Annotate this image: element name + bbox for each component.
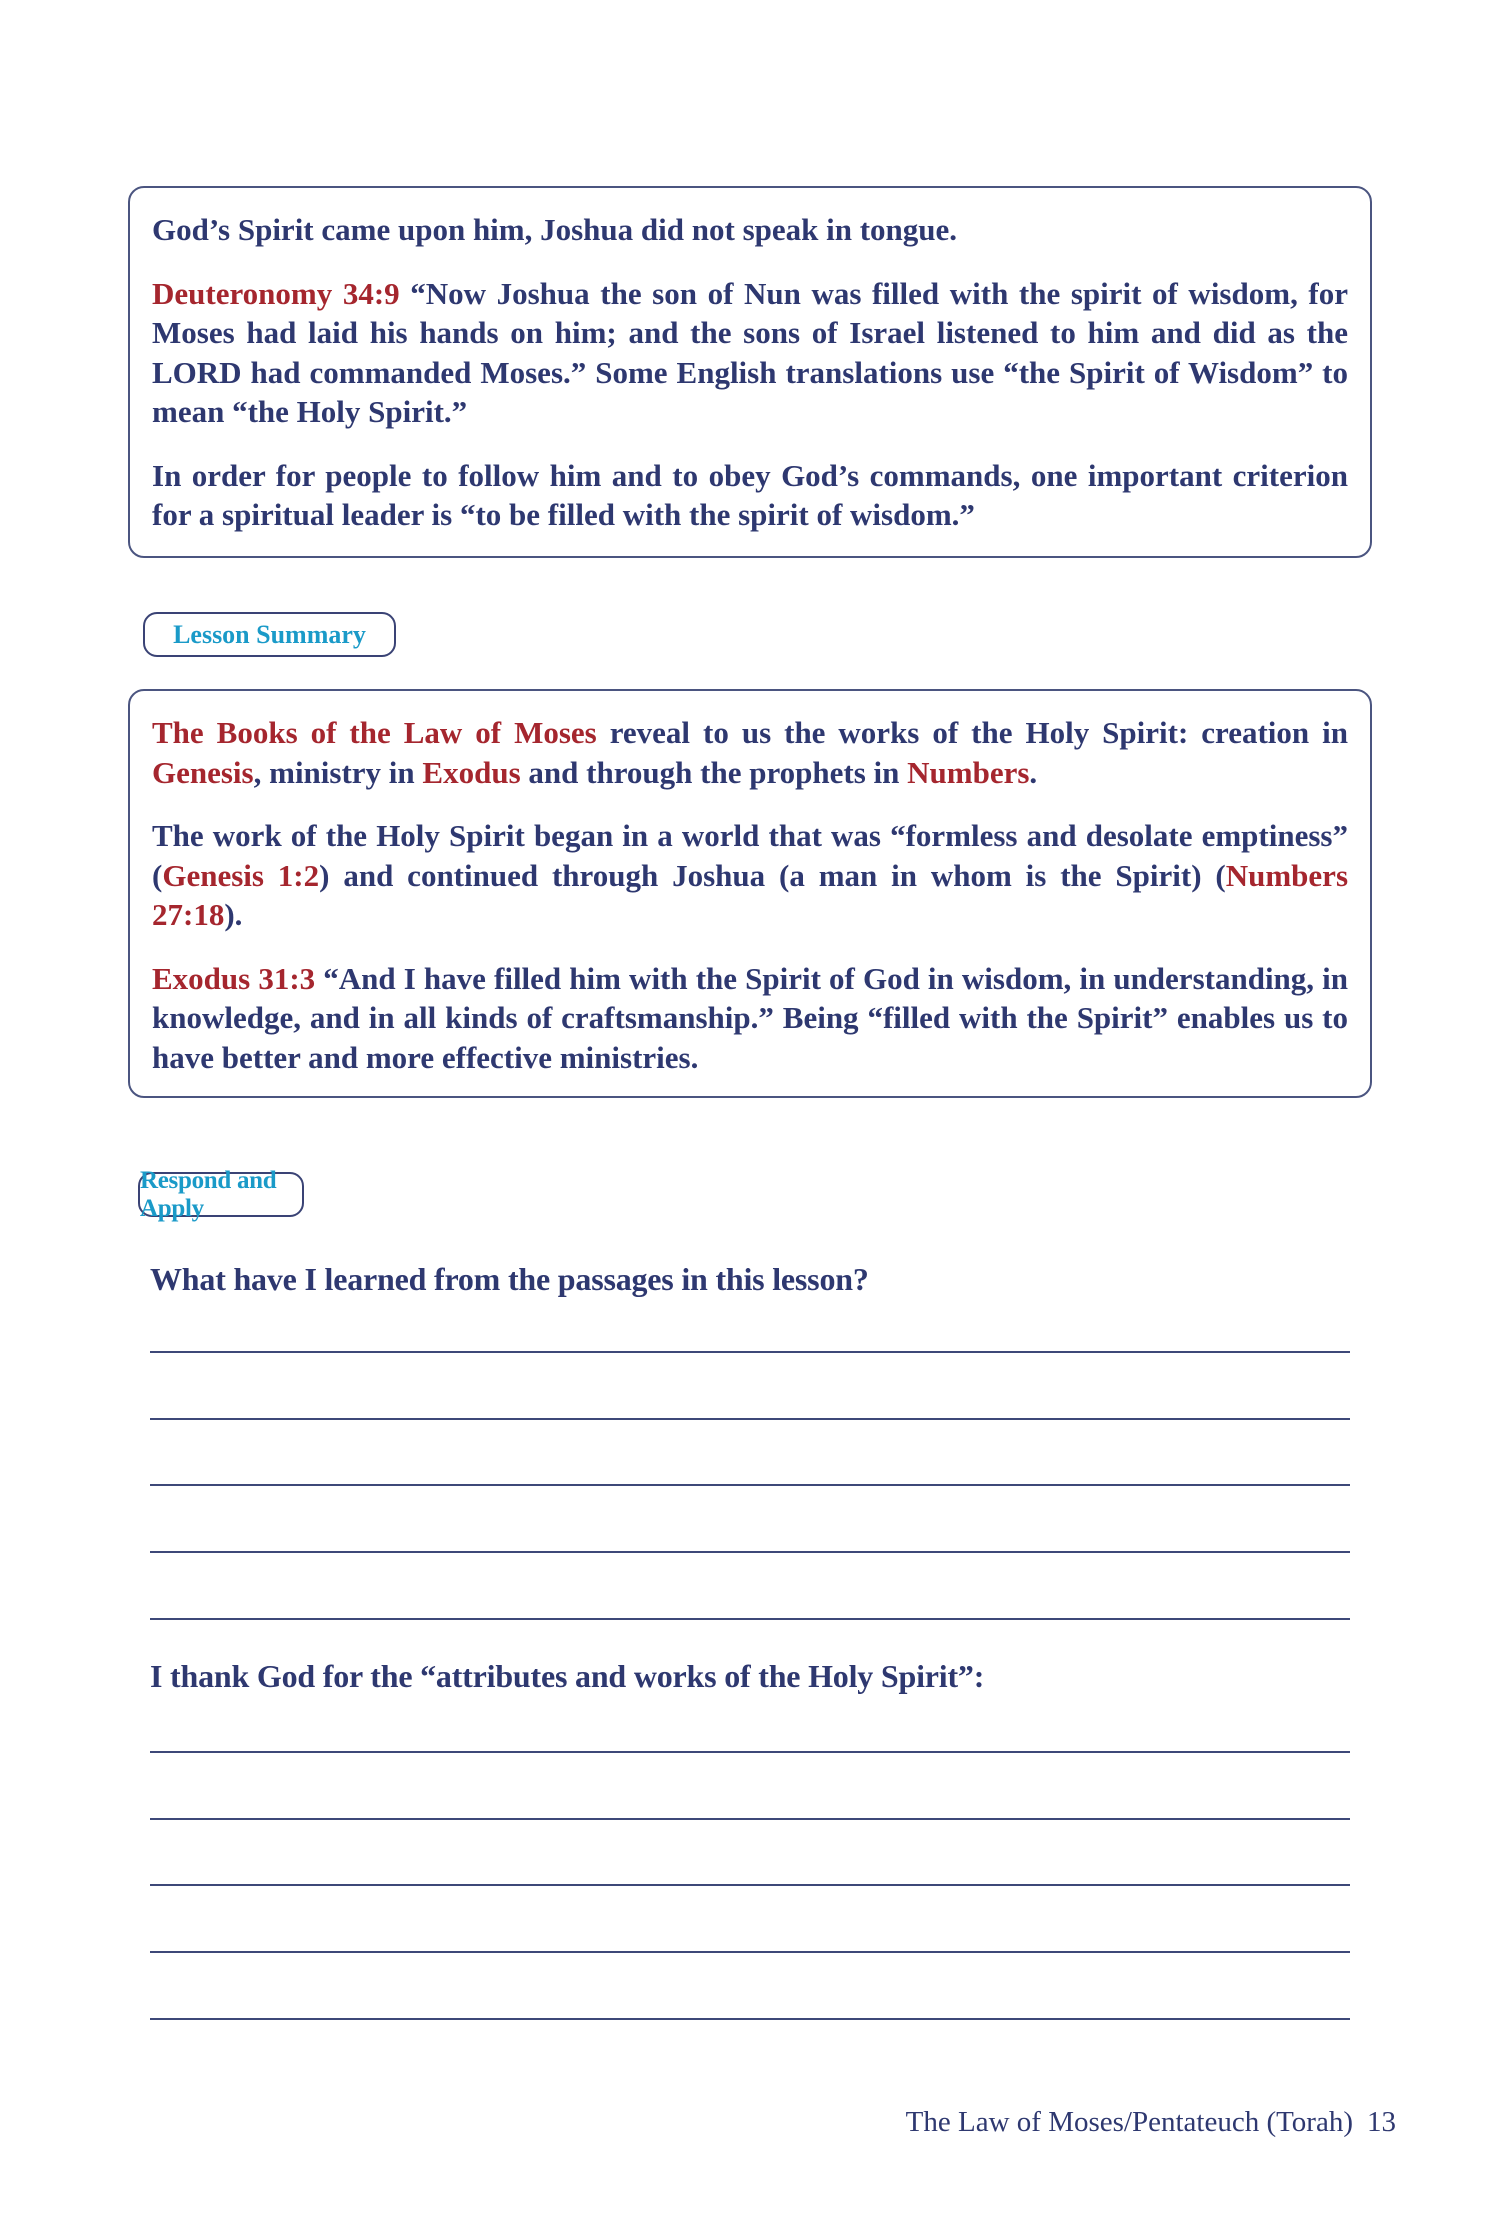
lesson-summary-label: Lesson Summary bbox=[143, 612, 396, 657]
box1-paragraph-1: God’s Spirit came upon him, Joshua did not speak in tongue. bbox=[152, 212, 958, 247]
summary-text: and through the prophets in bbox=[520, 754, 908, 790]
scripture-reference: Deuteronomy 34:9 bbox=[152, 275, 400, 311]
lesson-summary-box bbox=[128, 689, 1372, 1098]
question-thank-god: I thank God for the “attributes and works of the Holy Spirit”: bbox=[150, 1658, 985, 1694]
page-number: 13 bbox=[1367, 2106, 1396, 2138]
answer-line-1[interactable] bbox=[150, 1351, 1350, 1353]
scripture-reference: Genesis bbox=[152, 754, 254, 790]
summary-text: ). bbox=[224, 897, 243, 932]
summary-paragraph-2 bbox=[152, 816, 1348, 935]
scripture-reference: Numbers bbox=[907, 754, 1030, 790]
answer-line-1[interactable] bbox=[150, 1551, 1350, 1553]
answer-line-2[interactable] bbox=[150, 1884, 1350, 1886]
answer-line-2[interactable] bbox=[150, 2018, 1350, 2020]
summary-text: , ministry in bbox=[253, 754, 423, 790]
joshua-spirit-box bbox=[128, 186, 1372, 558]
summary-text: “And I have filled him with the Spirit of God in wisdom, in understanding, in knowledge, and in all kinds of craftsmanship.” Being “filled with the Spirit” enables us to have better and more effective ministries. bbox=[152, 960, 1348, 1075]
summary-text: ) and continued through Joshua (a man in whom is the Spirit) ( bbox=[319, 857, 1226, 893]
respond-and-apply-label: Respond and Apply bbox=[138, 1172, 304, 1217]
box1-paragraph-3: In order for people to follow him and to obey God’s commands, one important criterion for a spiritual leader is “to be filled with the spirit of wisdom.” bbox=[152, 457, 1348, 532]
summary-paragraph-1 bbox=[152, 713, 1348, 792]
summary-text: The work of the Holy Spirit began in a world that was “formless and desolate emptiness” ( bbox=[152, 818, 1348, 893]
quote-text: “Now Joshua the son of Nun was filled with the spirit of wisdom, for Moses had laid his hands on him; and the sons of Israel listened to him and did as the LORD had commanded Moses.” Some English translations use “the Spirit of Wisdom” to mean “the Holy Spirit.” bbox=[152, 275, 1348, 429]
scripture-reference: Exodus 31:3 bbox=[152, 960, 316, 996]
question-learned: What have I learned from the passages in this lesson? bbox=[150, 1261, 869, 1297]
summary-text: . bbox=[1029, 754, 1038, 790]
running-title: The Law of Moses/Pentateuch (Torah) bbox=[905, 2106, 1353, 2138]
answer-line-1[interactable] bbox=[150, 1618, 1350, 1620]
answer-line-1[interactable] bbox=[150, 1484, 1350, 1486]
answer-line-2[interactable] bbox=[150, 1818, 1350, 1820]
answer-line-2[interactable] bbox=[150, 1951, 1350, 1953]
scripture-reference: Genesis 1:2 bbox=[162, 857, 320, 893]
box1-paragraph-2 bbox=[152, 274, 1348, 432]
scripture-reference: The Books of the Law of Moses bbox=[152, 715, 597, 750]
scripture-reference: Numbers 27:18 bbox=[152, 857, 1349, 932]
scripture-reference: Exodus bbox=[422, 754, 521, 790]
page-footer bbox=[900, 2106, 1396, 2139]
answer-line-1[interactable] bbox=[150, 1418, 1350, 1420]
summary-text: reveal to us the works of the Holy Spirit: creation in bbox=[596, 715, 1348, 750]
answer-line-2[interactable] bbox=[150, 1751, 1350, 1753]
summary-paragraph-3 bbox=[152, 959, 1348, 1078]
